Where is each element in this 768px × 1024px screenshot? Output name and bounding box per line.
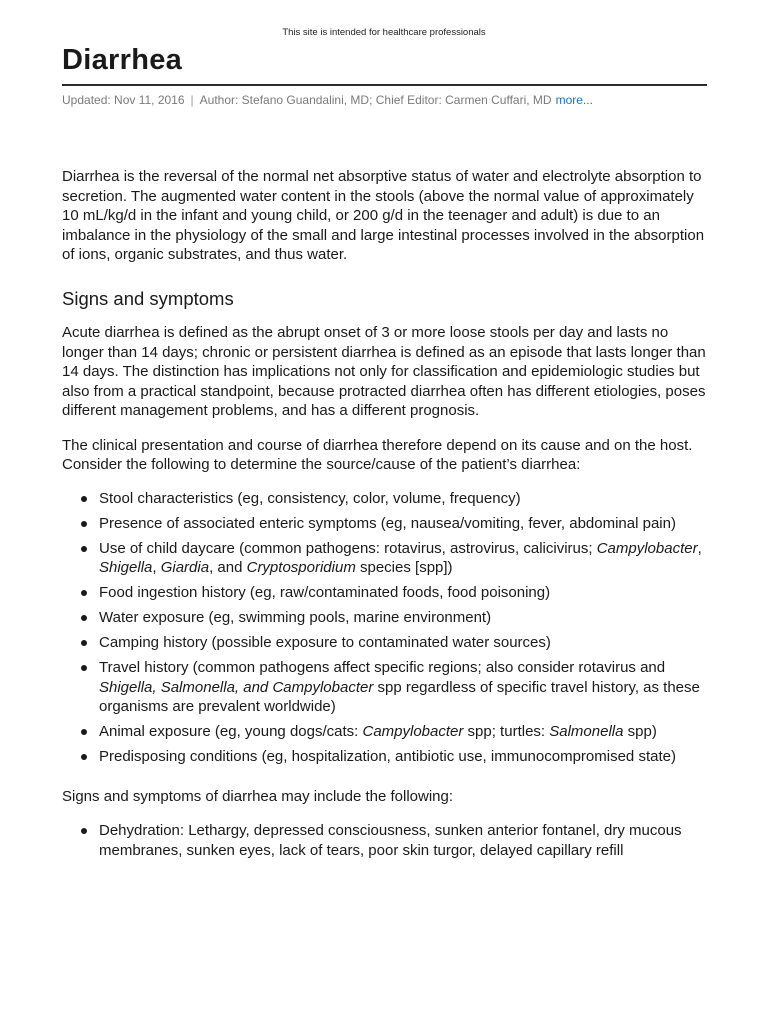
list-item-enteric: Presence of associated enteric symptoms (eg, nausea/vomiting, fever, abdominal pain): [62, 514, 708, 534]
list-item-camping: Camping history (possible exposure to contaminated water sources): [62, 633, 708, 653]
list-item-travel: [62, 658, 708, 717]
daycare-text: Use of child daycare (common pathogens: rotavirus, astrovirus, calicivirus;: [99, 539, 597, 557]
organism-shigella: Shigella: [99, 559, 153, 576]
more-authors-link[interactable]: more...: [555, 93, 593, 107]
article-body: [62, 167, 708, 866]
meta-separator: |: [190, 93, 194, 107]
author-line: Author: Stefano Guandalini, MD; Chief Editor: Carmen Cuffari, MD: [199, 93, 552, 107]
animal-text: Animal exposure (eg, young dogs/cats:: [99, 723, 363, 740]
organism-cryptosporidium: Cryptosporidium: [246, 559, 356, 576]
daycare-comma: ,: [152, 559, 161, 576]
intro-paragraph: Diarrhea is the reversal of the normal net absorptive status of water and electrolyte absorption to secretion. The augmented water content in the stools (above the normal value of approximately 10 mL/kg/d in the infant and young child, or 200 g/d in the teenager and adult) is due to an imbalance in the physiology of the small and large intestinal processes involved in the absorption of ions, organic substrates, and thus water.: [62, 168, 705, 263]
travel-text-end: spp regardless of specific travel history, as these organisms are prevalent worldwide): [99, 678, 700, 715]
organism-giardia: Giardia: [160, 559, 210, 576]
list-item-water: Water exposure (eg, swimming pools, marine environment): [62, 608, 708, 628]
updated-date: Updated: Nov 11, 2016: [62, 93, 185, 107]
title-divider: [62, 84, 707, 86]
clinical-presentation-paragraph: The clinical presentation and course of diarrhea therefore depend on its cause and on the host. Consider the following to determine the source/cause of the patient’s diarrhea:: [62, 436, 693, 473]
acute-definition-paragraph: Acute diarrhea is defined as the abrupt onset of 3 or more loose stools per day and lasts no longer than 14 days; chronic or persistent diarrhea is defined as an episode that lasts longer than 14 days. The distinction has implications not only for classification and epidemiologic studies but also from a practical standpoint, because protracted diarrhea often has different etiologies, poses different management problems, and has a different prognosis.: [62, 324, 706, 419]
list-item-stool: Stool characteristics (eg, consistency, color, volume, frequency): [62, 489, 708, 509]
article-meta: [62, 93, 593, 107]
animal-text-end: spp): [623, 723, 657, 740]
site-disclaimer: This site is intended for healthcare professionals: [282, 27, 486, 38]
source-cause-list: [62, 489, 708, 767]
list-item-daycare: [62, 539, 708, 578]
organism-campylobacter: Campylobacter: [596, 539, 698, 557]
travel-text: Travel history (common pathogens affect specific regions; also consider rotavirus and: [99, 659, 666, 676]
list-item-animal: [62, 722, 708, 742]
page-title: Diarrhea: [62, 44, 183, 76]
daycare-and: , and: [209, 559, 247, 576]
list-item-food: Food ingestion history (eg, raw/contaminated foods, food poisoning): [62, 583, 708, 603]
section-heading-signs-and-symptoms: Signs and symptoms: [62, 287, 234, 309]
animal-text-mid: spp; turtles:: [463, 723, 550, 740]
list-item-dehydration: Dehydration: Lethargy, depressed consciousness, sunken anterior fontanel, dry mucous membranes, sunken eyes, lack of tears, poor skin turgor, delayed capillary refill: [62, 821, 708, 860]
list-item-predisposing: Predisposing conditions (eg, hospitalization, antibiotic use, immunocompromised state): [62, 747, 708, 767]
daycare-text-end: species [spp]): [355, 559, 453, 576]
daycare-comma: ,: [697, 539, 702, 557]
organism-salmonella: Salmonella: [549, 723, 624, 740]
travel-organisms: Shigella, Salmonella, and Campylobacter: [99, 678, 374, 696]
signs-intro-paragraph: Signs and symptoms of diarrhea may include the following:: [62, 787, 454, 805]
organism-campylobacter: Campylobacter: [362, 723, 464, 740]
signs-list: [62, 821, 708, 860]
